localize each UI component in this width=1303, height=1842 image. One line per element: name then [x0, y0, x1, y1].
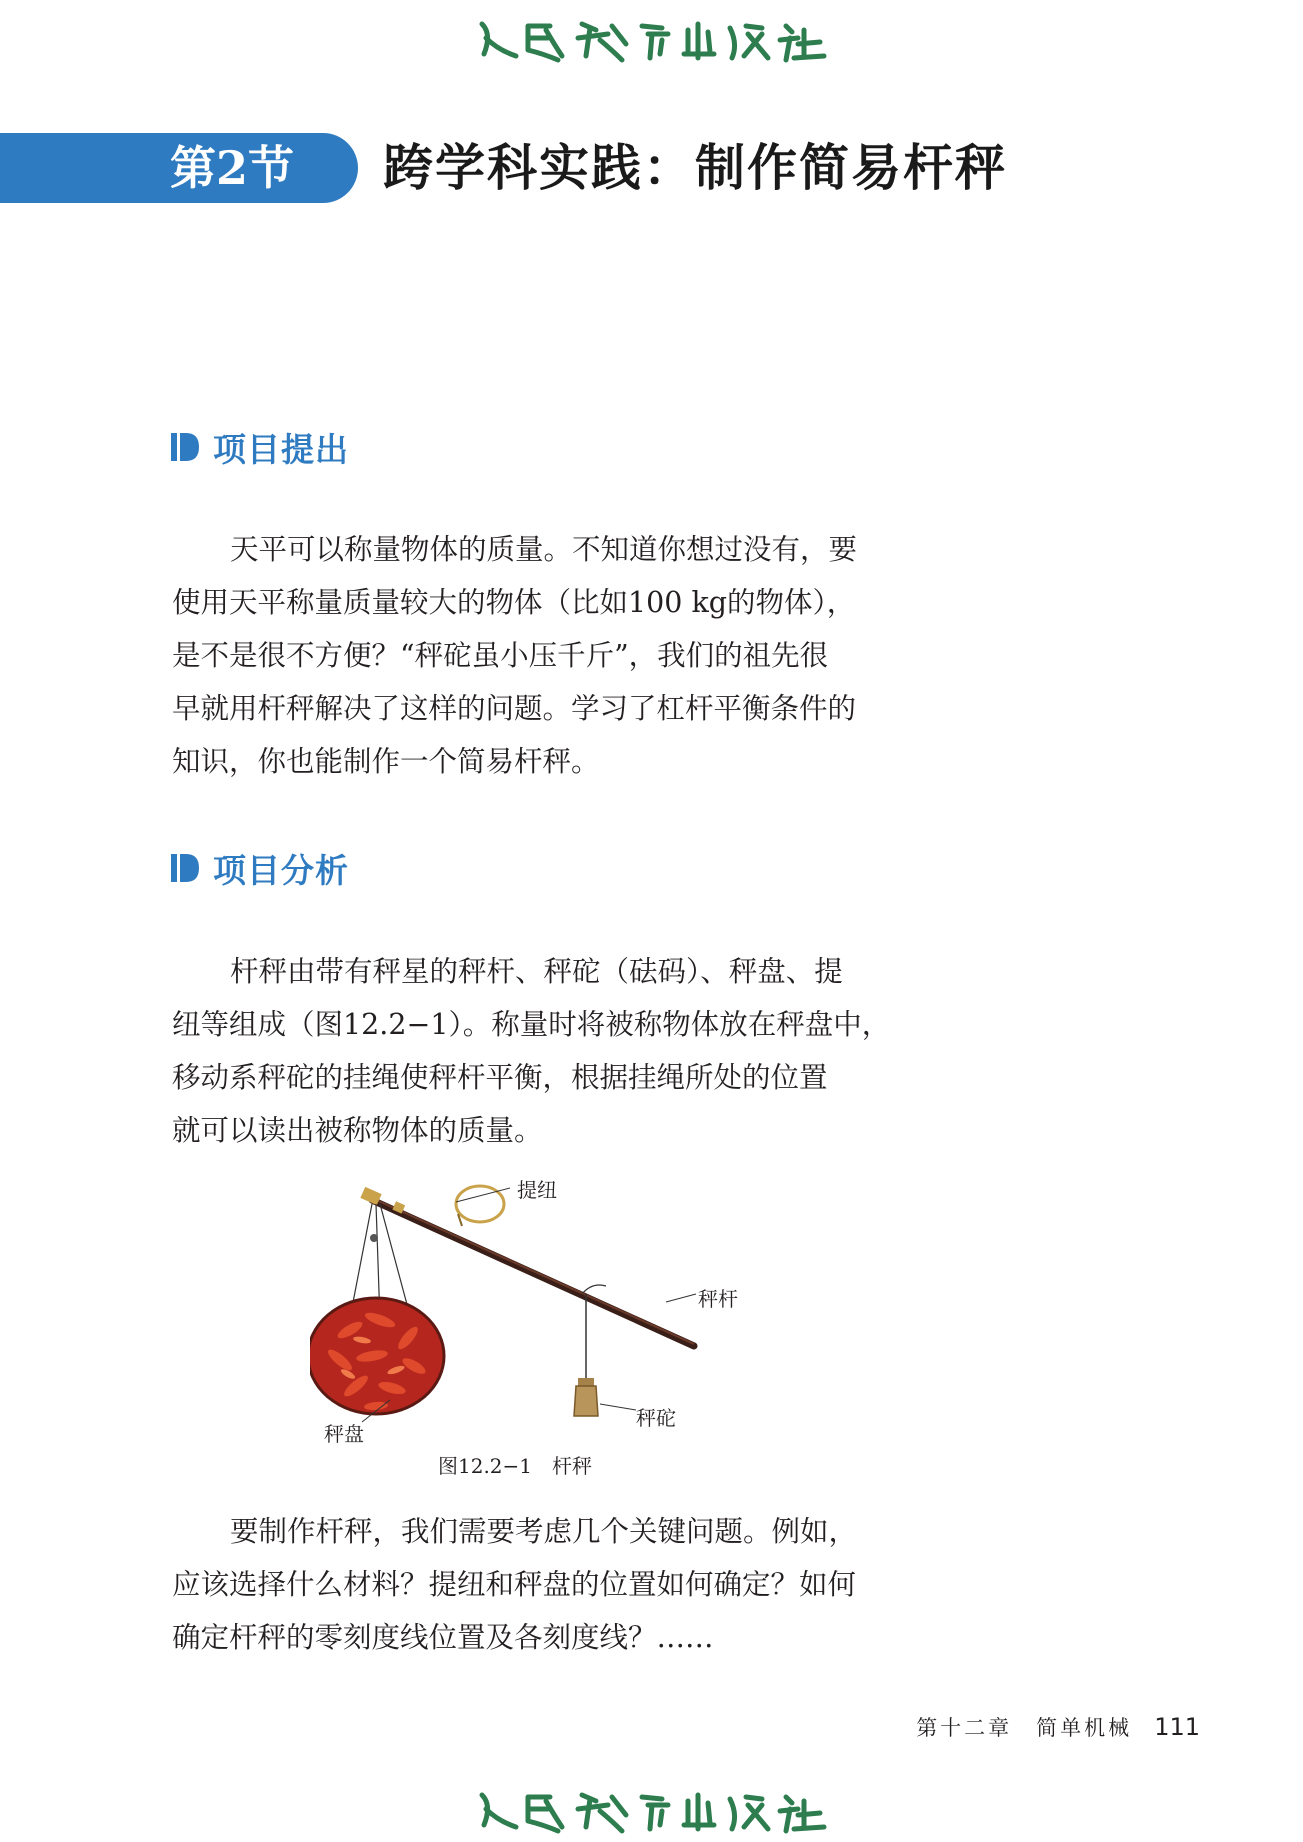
text-line: 使用天平称量质量较大的物体（比如100 kg的物体）， — [172, 586, 856, 619]
figure-caption: 图12.2−1 杆秤 — [438, 1454, 593, 1478]
label-lifting-loop: 提纽 — [517, 1178, 557, 1202]
page-number: 111 — [1154, 1713, 1200, 1741]
text-line: 是不是很不方便？“秤砣虽小压千斤”，我们的祖先很 — [172, 639, 829, 672]
page-footer — [0, 1712, 1200, 1742]
heading-label: 项目提出 — [213, 429, 349, 469]
publisher-watermark-top — [0, 4, 1303, 74]
label-beam: 秤杆 — [698, 1287, 738, 1311]
text-line: 知识，你也能制作一个简易杆秤。 — [172, 745, 600, 778]
label-counterweight: 秤砣 — [636, 1406, 676, 1430]
paragraph-analysis — [172, 945, 900, 1157]
chapter-label: 第十二章 简单机械 — [916, 1716, 1133, 1740]
paragraph-questions — [172, 1505, 900, 1664]
text-line: 就可以读出被称物体的质量。 — [172, 1114, 543, 1147]
publisher-watermark-bottom — [0, 1775, 1303, 1842]
text-line: 杆秤由带有秤星的秤杆、秤砣（砝码）、秤盘、提 — [230, 955, 843, 988]
text-line: 天平可以称量物体的质量。不知道你想过没有，要 — [230, 533, 858, 566]
publisher-logo-icon — [462, 4, 842, 74]
heading-project-proposal — [171, 424, 349, 470]
text-line: 要制作杆秤，我们需要考虑几个关键问题。例如， — [230, 1515, 858, 1548]
label-pan: 秤盘 — [324, 1422, 364, 1446]
publisher-logo-icon — [462, 1775, 842, 1842]
steelyard-illustration — [310, 1170, 750, 1450]
text-line: 纽等组成（图12.2−1）。称量时将被称物体放在秤盘中， — [172, 1008, 891, 1041]
heading-marker-icon — [171, 853, 199, 883]
paragraph-intro — [172, 523, 900, 788]
text-line: 早就用杆秤解决了这样的问题。学习了杠杆平衡条件的 — [172, 692, 857, 725]
heading-project-analysis — [171, 845, 349, 891]
text-line: 移动系秤砣的挂绳使秤杆平衡，根据挂绳所处的位置 — [172, 1061, 828, 1094]
text-line: 应该选择什么材料？提纽和秤盘的位置如何确定？如何 — [172, 1568, 857, 1601]
section-title: 跨学科实践：制作简易杆秤 — [383, 138, 1007, 197]
section-number: 第2节 — [170, 141, 295, 195]
heading-marker-icon — [171, 432, 199, 462]
text-line: 确定杆秤的零刻度线位置及各刻度线？…… — [172, 1621, 714, 1654]
steelyard-figure — [310, 1170, 750, 1480]
heading-label: 项目分析 — [213, 850, 349, 890]
